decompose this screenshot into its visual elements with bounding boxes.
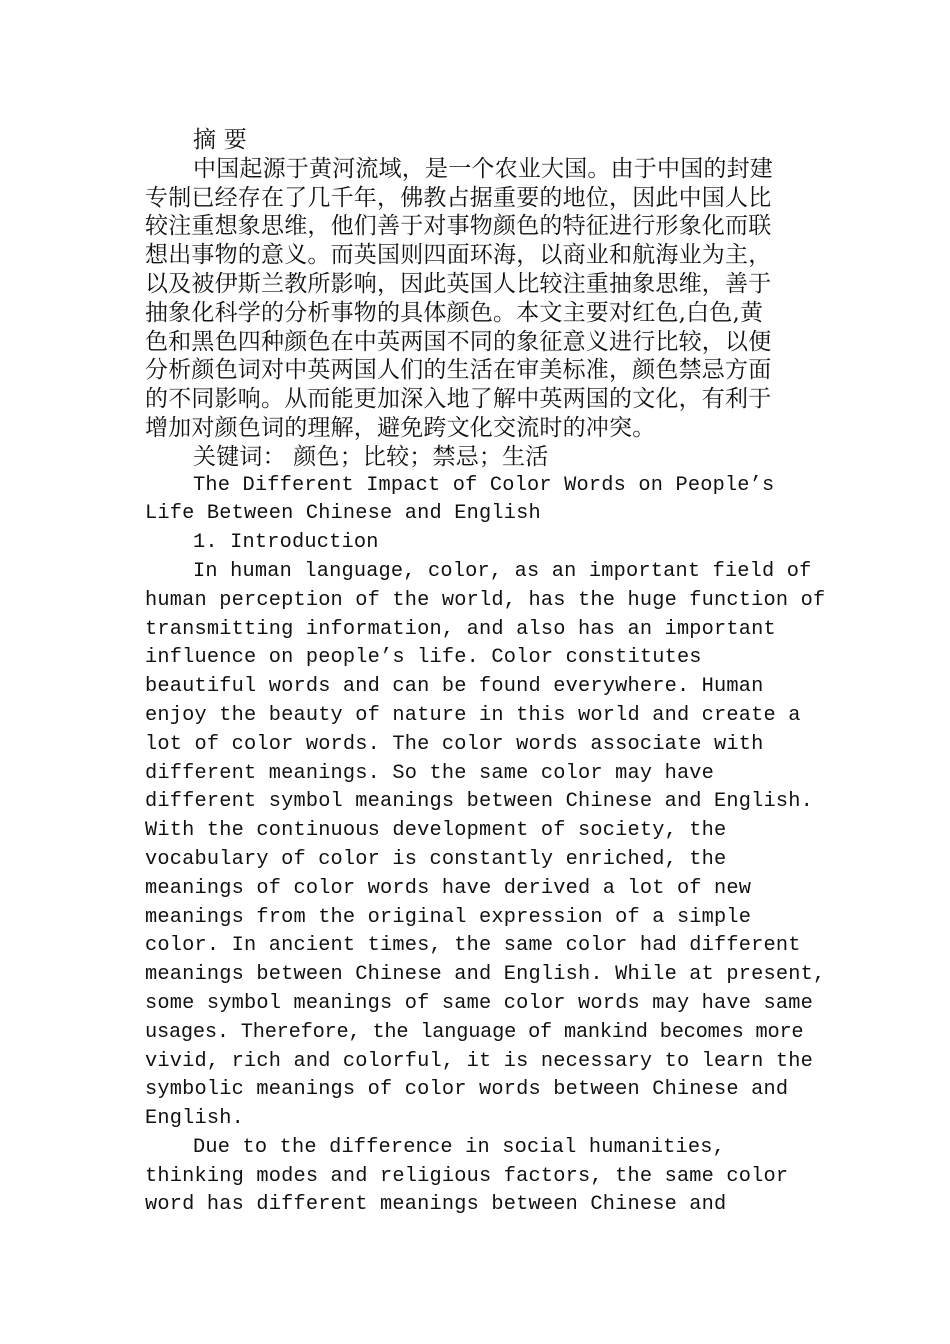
paragraph-line: Due to the difference in social humanities,	[193, 1135, 725, 1159]
abstract-line: 色和黑色四种颜色在中英两国不同的象征意义进行比较，以便	[145, 328, 772, 355]
paragraph-line: meanings from the original expression of a simple	[145, 905, 752, 929]
paragraph-line: beautiful words and can be found everywhere. Human	[145, 675, 764, 699]
introduction-paragraph-1	[145, 558, 825, 1134]
paragraph-line: With the continuous development of society, the	[145, 819, 727, 843]
english-title-line: The Different Impact of Color Words on People’s	[193, 473, 775, 497]
keywords: 关键词： 颜色；比较；禁忌；生活	[193, 443, 549, 470]
paragraph-line: usages. Therefore, the language of mankind becomes more	[145, 1020, 804, 1044]
section-heading: 1. Introduction	[193, 531, 379, 555]
english-title	[145, 472, 825, 530]
paragraph-line: word has different meanings between Chinese and	[145, 1193, 727, 1217]
paragraph-line: vivid, rich and colorful, it is necessary to learn the	[145, 1049, 814, 1073]
paragraph-line: enjoy the beauty of nature in this world and create a	[145, 703, 801, 727]
paragraph-line: lot of color words. The color words associate with	[145, 732, 764, 756]
paragraph-line: meanings between Chinese and English. While at present,	[145, 963, 826, 987]
paragraph-line: symbolic meanings of color words between Chinese and	[145, 1078, 789, 1102]
paragraph-line: different symbol meanings between Chinese and English.	[145, 790, 814, 814]
paragraph-line: meanings of color words have derived a lot of new	[145, 876, 752, 900]
paragraph-line: In human language, color, as an important field of	[193, 559, 812, 583]
abstract-line: 想出事物的意义。而英国则四面环海，以商业和航海业为主，	[145, 242, 772, 269]
abstract-line: 分析颜色词对中英两国人们的生活在审美标准，颜色禁忌方面	[145, 357, 772, 384]
paragraph-line: human perception of the world, has the huge function of	[145, 588, 826, 612]
abstract-paragraph	[145, 155, 825, 443]
paragraph-line: vocabulary of color is constantly enriched, the	[145, 847, 727, 871]
paragraph-line: influence on people’s life. Color constitutes	[145, 646, 702, 670]
document-body	[145, 126, 825, 1220]
abstract-line: 专制已经存在了几千年，佛教占据重要的地位，因此中国人比	[145, 184, 772, 211]
abstract-line: 以及被伊斯兰教所影响，因此英国人比较注重抽象思维，善于	[145, 270, 772, 297]
introduction-paragraph-2	[145, 1134, 825, 1220]
paragraph-line: transmitting information, and also has an important	[145, 617, 776, 641]
english-title-line: Life Between Chinese and English	[145, 502, 541, 526]
paragraph-line: English.	[145, 1107, 244, 1131]
paragraph-line: color. In ancient times, the same color had different	[145, 934, 801, 958]
abstract-heading: 摘 要	[193, 127, 247, 153]
paragraph-line: thinking modes and religious factors, the same color	[145, 1164, 789, 1188]
paragraph-line: different meanings. So the same color may have	[145, 761, 715, 785]
abstract-line: 增加对颜色词的理解，避免跨文化交流时的冲突。	[145, 414, 656, 441]
abstract-line: 抽象化科学的分析事物的具体颜色。本文主要对红色,白色,黄	[145, 299, 764, 326]
abstract-line: 中国起源于黄河流域，是一个农业大国。由于中国的封建	[193, 155, 773, 182]
abstract-line: 较注重想象思维，他们善于对事物颜色的特征进行形象化而联	[145, 213, 772, 240]
paragraph-line: some symbol meanings of same color words may have same	[145, 991, 814, 1015]
abstract-line: 的不同影响。从而能更加深入地了解中英两国的文化，有利于	[145, 386, 772, 413]
